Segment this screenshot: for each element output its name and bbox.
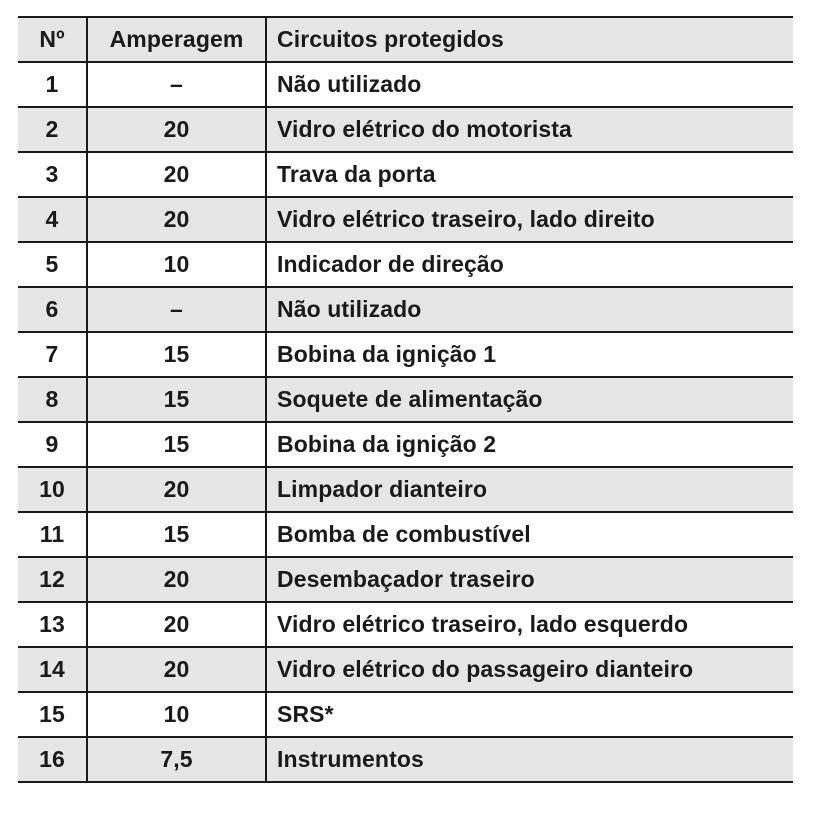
cell-number: 15 <box>18 692 87 737</box>
cell-circuit: Não utilizado <box>266 287 793 332</box>
cell-amperage: 20 <box>87 647 266 692</box>
cell-circuit: Instrumentos <box>266 737 793 782</box>
table-row <box>18 377 793 422</box>
cell-circuit: Indicador de direção <box>266 242 793 287</box>
cell-number: 10 <box>18 467 87 512</box>
cell-number: 9 <box>18 422 87 467</box>
header-row <box>18 17 793 62</box>
cell-amperage: 15 <box>87 422 266 467</box>
cell-circuit: Bomba de combustível <box>266 512 793 557</box>
cell-amperage: 20 <box>87 602 266 647</box>
cell-circuit: Limpador dianteiro <box>266 467 793 512</box>
cell-number: 5 <box>18 242 87 287</box>
cell-circuit: Não utilizado <box>266 62 793 107</box>
table-row <box>18 242 793 287</box>
cell-circuit: Vidro elétrico traseiro, lado esquerdo <box>266 602 793 647</box>
table-row <box>18 557 793 602</box>
table-header <box>18 17 793 62</box>
header-amperage: Amperagem <box>87 17 266 62</box>
cell-amperage: – <box>87 287 266 332</box>
table-row <box>18 692 793 737</box>
table-row <box>18 647 793 692</box>
cell-amperage: – <box>87 62 266 107</box>
cell-number: 8 <box>18 377 87 422</box>
cell-number: 14 <box>18 647 87 692</box>
table-row <box>18 602 793 647</box>
cell-amperage: 20 <box>87 197 266 242</box>
cell-number: 16 <box>18 737 87 782</box>
cell-circuit: Vidro elétrico traseiro, lado direito <box>266 197 793 242</box>
table-row <box>18 737 793 782</box>
table-row <box>18 107 793 152</box>
cell-amperage: 10 <box>87 242 266 287</box>
header-number: Nº <box>18 17 87 62</box>
cell-circuit: Vidro elétrico do passageiro dianteiro <box>266 647 793 692</box>
table-row <box>18 197 793 242</box>
cell-circuit: Trava da porta <box>266 152 793 197</box>
table-row <box>18 467 793 512</box>
table-row <box>18 62 793 107</box>
fuse-table <box>18 16 793 783</box>
cell-amperage: 7,5 <box>87 737 266 782</box>
cell-amperage: 20 <box>87 467 266 512</box>
header-circuits: Circuitos protegidos <box>266 17 793 62</box>
table-body <box>18 62 793 782</box>
cell-number: 6 <box>18 287 87 332</box>
cell-amperage: 10 <box>87 692 266 737</box>
cell-circuit: Desembaçador traseiro <box>266 557 793 602</box>
cell-amperage: 20 <box>87 152 266 197</box>
cell-circuit: SRS* <box>266 692 793 737</box>
cell-number: 4 <box>18 197 87 242</box>
cell-amperage: 15 <box>87 332 266 377</box>
table-row <box>18 422 793 467</box>
cell-circuit: Soquete de alimentação <box>266 377 793 422</box>
table-row <box>18 152 793 197</box>
table-row <box>18 287 793 332</box>
cell-number: 12 <box>18 557 87 602</box>
cell-number: 1 <box>18 62 87 107</box>
cell-amperage: 15 <box>87 377 266 422</box>
table-row <box>18 332 793 377</box>
cell-amperage: 20 <box>87 107 266 152</box>
cell-circuit: Bobina da ignição 1 <box>266 332 793 377</box>
cell-amperage: 15 <box>87 512 266 557</box>
cell-circuit: Bobina da ignição 2 <box>266 422 793 467</box>
table-row <box>18 512 793 557</box>
cell-circuit: Vidro elétrico do motorista <box>266 107 793 152</box>
cell-amperage: 20 <box>87 557 266 602</box>
cell-number: 7 <box>18 332 87 377</box>
cell-number: 13 <box>18 602 87 647</box>
cell-number: 11 <box>18 512 87 557</box>
cell-number: 3 <box>18 152 87 197</box>
cell-number: 2 <box>18 107 87 152</box>
